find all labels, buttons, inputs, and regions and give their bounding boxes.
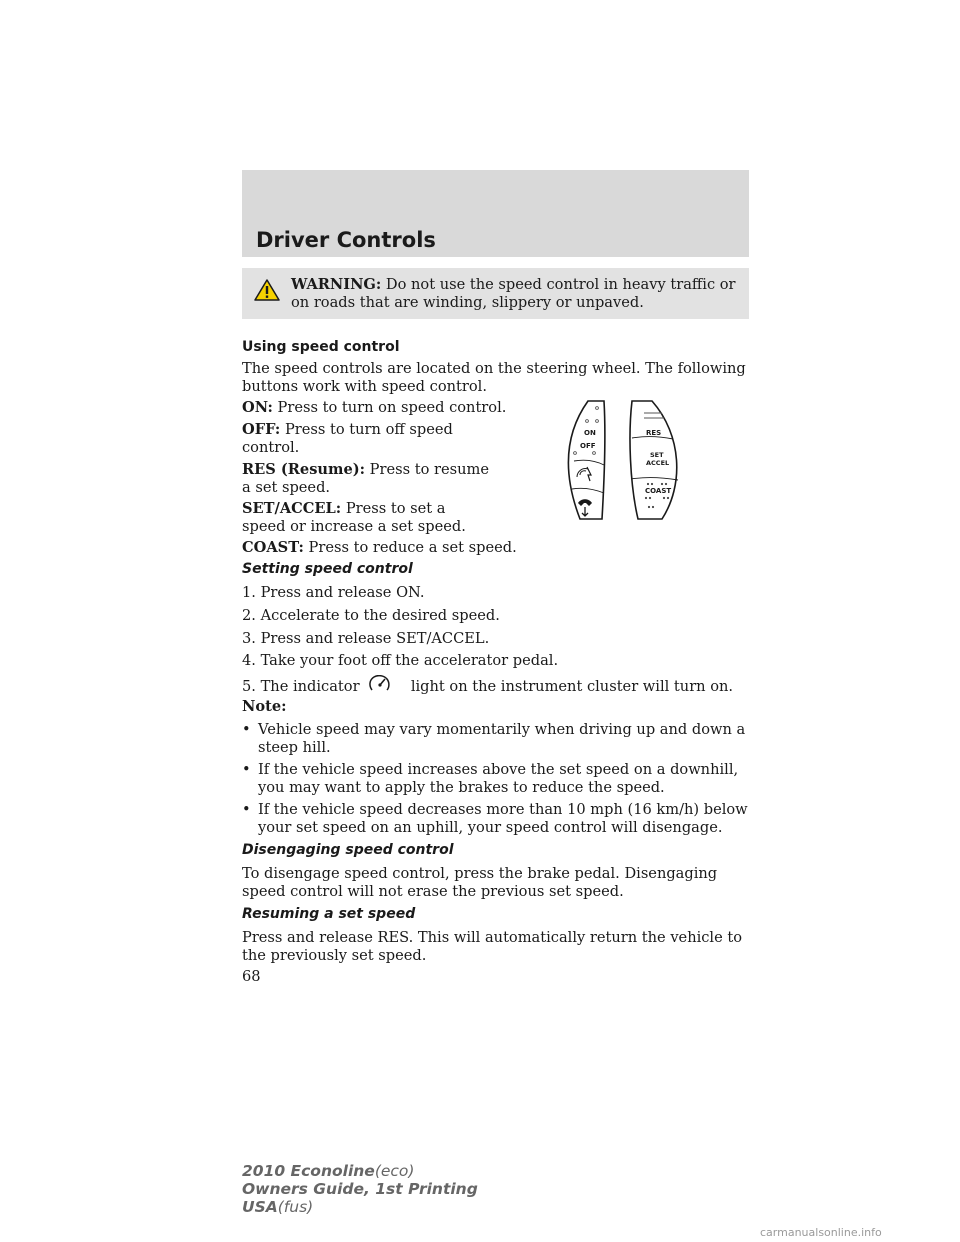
- off-button-label: OFF: [580, 442, 596, 450]
- warning-body: Do not use the speed control in heavy traffic or on roads that are winding, slippery or unpaved.: [291, 276, 736, 311]
- term-off-desc: Press to turn off speed control.: [242, 421, 453, 456]
- on-button-label: ON: [584, 429, 596, 437]
- bullet-text: If the vehicle speed increases above the set speed on a downhill, you may want to apply the brakes to reduce the speed.: [258, 761, 739, 796]
- footer-model: 2010 Econoline: [242, 1162, 375, 1180]
- bullet-text: If the vehicle speed decreases more than 10 mph (16 km/h) below your set speed on an uphill, your speed control will disengage.: [258, 801, 748, 836]
- set-button-label: SET: [650, 451, 664, 459]
- warning-triangle-icon: [254, 278, 280, 302]
- term-off: [242, 421, 482, 457]
- term-coast-label: COAST:: [242, 539, 304, 556]
- disengaging-text: To disengage speed control, press the brake pedal. Disengaging speed control will not erase the previous set speed.: [242, 865, 718, 900]
- note-label: [242, 698, 287, 716]
- footer-line-3: [242, 1198, 478, 1216]
- term-coast: [242, 539, 542, 557]
- footer-model-code: (eco): [374, 1162, 415, 1180]
- accel-button-label: ACCEL: [646, 459, 670, 467]
- term-on-label: ON:: [242, 399, 273, 416]
- warning-box: [242, 268, 749, 319]
- note-label-text: Note:: [242, 698, 287, 715]
- bullet-dot: •: [242, 721, 251, 738]
- term-res-desc: Press to resume a set speed.: [242, 461, 490, 496]
- setting-step: 2. Accelerate to the desired speed.: [242, 607, 500, 624]
- watermark: carmanualsonline.info: [760, 1226, 882, 1239]
- footer-line-2: [242, 1180, 478, 1198]
- setting-step: 1. Press and release ON.: [242, 584, 425, 601]
- bullet-dot: •: [242, 761, 251, 778]
- term-set-accel-label: SET/ACCEL:: [242, 500, 342, 517]
- footer-imprint: [242, 1162, 478, 1216]
- coast-button-label: COAST: [645, 487, 672, 495]
- setting-step: 3. Press and release SET/ACCEL.: [242, 630, 490, 647]
- using-intro: The speed controls are located on the steering wheel. The following buttons work with speed control.: [242, 360, 746, 395]
- footer-market-code: (fus): [277, 1198, 314, 1216]
- section-title: Driver Controls: [256, 228, 436, 252]
- term-off-label: OFF:: [242, 421, 281, 438]
- setting-step-5-before: 5. The indicator: [242, 678, 360, 695]
- footer-printing: Owners Guide, 1st Printing: [242, 1180, 478, 1198]
- heading-setting-speed-control: Setting speed control: [242, 561, 413, 577]
- speed-control-switches-figure: [560, 395, 700, 527]
- term-on-desc: Press to turn on speed control.: [272, 399, 507, 416]
- setting-step-5-after: light on the instrument cluster will turn on.: [410, 678, 734, 695]
- heading-using-speed-control: Using speed control: [242, 339, 400, 355]
- page-number: 68: [242, 968, 261, 985]
- setting-step: 4. Take your foot off the accelerator pedal.: [242, 652, 559, 669]
- term-set-accel-desc: Press to set a speed or increase a set speed.: [242, 500, 466, 535]
- footer-line-1: [242, 1162, 478, 1180]
- footer-market: USA: [242, 1198, 278, 1216]
- term-coast-desc: Press to reduce a set speed.: [303, 539, 517, 556]
- heading-disengaging-speed-control: Disengaging speed control: [242, 842, 454, 858]
- term-set-accel: [242, 500, 492, 536]
- bullet-dot: •: [242, 801, 251, 818]
- term-res: [242, 461, 502, 497]
- warning-label: WARNING:: [291, 276, 382, 293]
- term-on: [242, 399, 542, 417]
- term-res-label: RES (Resume):: [242, 461, 366, 478]
- speed-control-indicator-icon: [368, 675, 392, 693]
- resuming-text: Press and release RES. This will automatically return the vehicle to the previously set speed.: [242, 929, 743, 964]
- warning-text: [291, 276, 741, 312]
- setting-step-5: [242, 675, 762, 696]
- heading-resuming-a-set-speed: Resuming a set speed: [242, 906, 416, 922]
- bullet-text: Vehicle speed may vary momentarily when driving up and down a steep hill.: [258, 721, 746, 756]
- res-button-label: RES: [646, 429, 662, 437]
